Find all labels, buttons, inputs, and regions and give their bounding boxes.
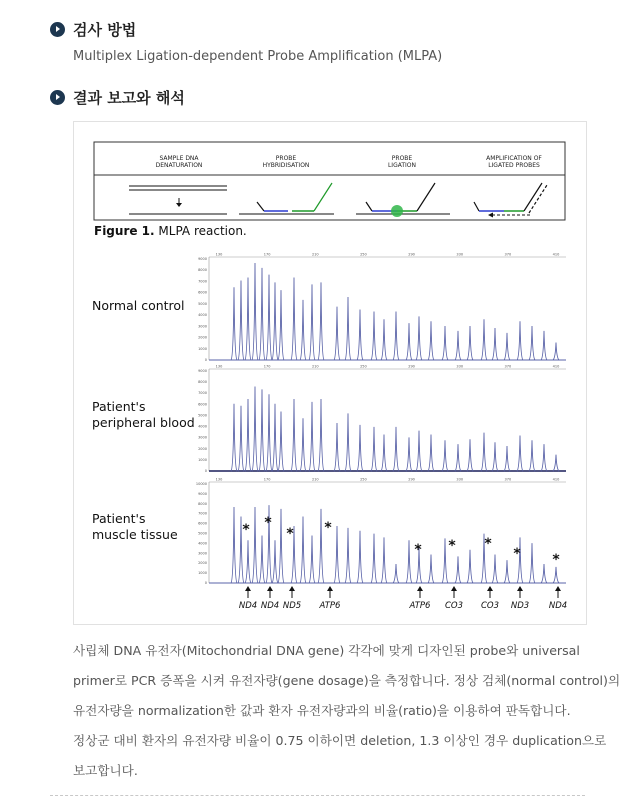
- x-tick-label: 370: [504, 477, 512, 482]
- x-tick-label: 290: [408, 364, 415, 369]
- deletion-marker: *: [324, 520, 332, 536]
- peak: [345, 413, 351, 471]
- gene-label: ND4: [238, 601, 258, 611]
- peak: [266, 394, 272, 471]
- y-tick-label: 7000: [198, 511, 207, 516]
- description-line: 유전자량을 normalization한 값과 환자 유전자량과의 비율(ratio)을 이용하여 판독합니다.: [73, 703, 571, 718]
- peak: [238, 406, 244, 471]
- description-line: 정상군 대비 환자의 유전자량 비율이 0.75 이하이면 deletion, 1.3 이상인 경우 duplication으로: [73, 733, 607, 748]
- arrow-head: [517, 586, 523, 591]
- gene-label: ND4: [548, 601, 568, 611]
- gene-label: ND3: [510, 601, 530, 611]
- deletion-marker: *: [484, 536, 492, 552]
- description-line: 보고합니다.: [73, 763, 138, 778]
- x-tick-label: 330: [456, 252, 464, 257]
- peak: [416, 316, 422, 360]
- peak: [266, 275, 272, 360]
- peak: [371, 534, 377, 583]
- arrow-head: [417, 586, 423, 591]
- circle-arrow-icon: [50, 22, 65, 37]
- peak: [300, 517, 306, 584]
- section-result-header: [50, 87, 185, 108]
- arrow-head: [289, 586, 295, 591]
- electropherogram: [92, 253, 567, 612]
- peak: [278, 411, 284, 471]
- y-tick-label: 6000: [198, 402, 207, 407]
- denaturation-drawing: [129, 186, 227, 214]
- deletion-marker: *: [552, 552, 560, 568]
- y-tick-label: 1000: [198, 457, 207, 462]
- y-tick-label: 4000: [198, 313, 207, 318]
- x-tick-label: 130: [215, 252, 223, 257]
- peak: [231, 404, 237, 471]
- mlpa-figure: [73, 121, 587, 625]
- peak: [309, 284, 315, 360]
- result-description: [73, 636, 621, 786]
- peak: [371, 427, 377, 471]
- peak: [393, 427, 399, 471]
- deletion-marker: *: [264, 515, 272, 531]
- gene-label: CO3: [480, 601, 500, 611]
- x-tick-label: 370: [504, 252, 512, 257]
- y-tick-label: 7000: [198, 391, 207, 396]
- mlpa-figure-image: [74, 122, 586, 624]
- arrow-head: [451, 586, 457, 591]
- ligation-drawing: [356, 183, 450, 217]
- y-tick-label: 5000: [198, 301, 207, 306]
- peak: [334, 423, 340, 471]
- arrow-head: [555, 586, 561, 591]
- y-tick-label: 0: [204, 469, 207, 473]
- arrow-head: [327, 586, 333, 591]
- figure-caption: Figure 1. MLPA reaction.: [94, 224, 247, 238]
- peak: [428, 555, 434, 584]
- step-label: HYBRIDISATION: [262, 162, 310, 169]
- hybridisation-drawing: [239, 183, 334, 214]
- gene-label: ND4: [260, 601, 280, 611]
- peak: [381, 537, 387, 583]
- x-tick-label: 410: [552, 477, 560, 482]
- peak: [357, 425, 363, 471]
- peak: [467, 439, 473, 471]
- panel-label: Normal control: [92, 298, 185, 313]
- x-tick-label: 130: [215, 364, 223, 369]
- y-tick-label: 3000: [198, 435, 207, 440]
- section-result-title: 결과 보고와 해석: [73, 89, 185, 107]
- y-tick-label: 3000: [198, 324, 207, 329]
- x-tick-label: 250: [360, 364, 367, 369]
- step-label: PROBE: [391, 155, 413, 162]
- x-tick-label: 130: [215, 477, 223, 482]
- y-tick-label: 0: [204, 358, 207, 362]
- peak: [272, 282, 278, 360]
- y-tick-label: 9000: [198, 369, 207, 373]
- y-tick-label: 2000: [198, 561, 207, 566]
- deletion-marker: *: [414, 542, 422, 558]
- peak: [467, 326, 473, 360]
- step-label: PROBE: [275, 155, 297, 162]
- y-tick-label: 1000: [198, 346, 207, 351]
- step-label: AMPLIFICATION OF: [486, 155, 542, 162]
- description-line: 사립체 DNA 유전자(Mitochondrial DNA gene) 각각에 맞게 디자인된 probe와 universal: [73, 643, 580, 658]
- peak: [381, 319, 387, 360]
- x-tick-label: 290: [408, 252, 415, 257]
- peak: [492, 328, 498, 360]
- y-tick-label: 6000: [198, 290, 207, 295]
- peak: [300, 300, 306, 360]
- section-method-header: [50, 19, 136, 40]
- x-tick-label: 170: [263, 364, 271, 369]
- panel-label: muscle tissue: [92, 527, 178, 542]
- peak: [272, 404, 278, 471]
- gene-label: ND5: [282, 601, 302, 611]
- peak: [455, 444, 461, 471]
- amplification-drawing: [474, 183, 547, 218]
- step-label: LIGATED PROBES: [488, 162, 540, 169]
- peak: [541, 444, 547, 471]
- x-tick-label: 330: [456, 364, 464, 369]
- peak: [467, 550, 473, 583]
- peak: [553, 567, 559, 583]
- peak: [416, 431, 422, 471]
- step-label: SAMPLE DNA: [159, 155, 199, 162]
- peak: [381, 435, 387, 471]
- peak: [238, 280, 244, 360]
- peak: [245, 540, 251, 583]
- peak: [393, 312, 399, 361]
- peak: [371, 312, 377, 361]
- peak: [345, 297, 351, 360]
- description-line: primer로 PCR 증폭을 시켜 유전자량(gene dosage)을 측정합니다. 정상 검체(normal control)의: [73, 673, 621, 688]
- peak: [245, 278, 251, 360]
- peak: [442, 538, 448, 583]
- gene-label: ATP6: [409, 601, 431, 611]
- peak: [318, 282, 324, 360]
- peak: [517, 435, 523, 471]
- x-tick-label: 410: [552, 252, 560, 257]
- x-tick-label: 210: [311, 477, 319, 482]
- ligase-icon: [391, 205, 403, 217]
- x-tick-label: 330: [456, 477, 464, 482]
- peak: [553, 343, 559, 360]
- deletion-marker: *: [286, 526, 294, 542]
- peak: [272, 540, 278, 583]
- reaction-diagram-frame: [94, 142, 565, 220]
- y-tick-label: 2000: [198, 446, 207, 451]
- x-tick-label: 250: [360, 252, 367, 257]
- peak: [252, 507, 258, 583]
- arrow-head: [487, 586, 493, 591]
- x-tick-label: 410: [552, 364, 560, 369]
- deletion-marker: *: [448, 538, 456, 554]
- peak: [504, 560, 510, 583]
- x-tick-label: 170: [263, 252, 271, 257]
- peak: [278, 509, 284, 583]
- peak: [481, 433, 487, 471]
- y-tick-label: 1000: [198, 571, 207, 576]
- section-method-title: 검사 방법: [73, 21, 137, 39]
- method-description: Multiplex Ligation-dependent Probe Amplification (MLPA): [73, 49, 443, 64]
- panel-label: Patient's: [92, 399, 146, 414]
- deletion-marker: *: [242, 522, 250, 538]
- y-tick-label: 8000: [198, 268, 207, 273]
- peak: [541, 331, 547, 360]
- y-tick-label: 8000: [198, 380, 207, 385]
- y-tick-label: 6000: [198, 521, 207, 526]
- peak: [334, 307, 340, 360]
- gene-label: ATP6: [319, 601, 341, 611]
- y-tick-label: 9000: [198, 257, 207, 261]
- peak: [529, 543, 535, 583]
- peak: [492, 555, 498, 584]
- peak: [245, 399, 251, 471]
- peak: [357, 310, 363, 360]
- step-label: DENATURATION: [155, 162, 203, 169]
- peak: [334, 526, 340, 583]
- peak: [406, 323, 412, 360]
- x-tick-label: 170: [263, 477, 271, 482]
- peak: [428, 435, 434, 471]
- peak: [259, 389, 265, 471]
- peak: [442, 326, 448, 360]
- peak: [278, 290, 284, 360]
- peak: [231, 507, 237, 583]
- peak: [504, 446, 510, 471]
- peak: [345, 528, 351, 583]
- x-tick-label: 210: [311, 364, 319, 369]
- y-tick-label: 0: [204, 581, 207, 585]
- peak: [517, 321, 523, 360]
- peak: [252, 387, 258, 471]
- y-tick-label: 5000: [198, 531, 207, 536]
- peak: [504, 333, 510, 360]
- peak: [428, 321, 434, 360]
- peak: [300, 418, 306, 471]
- peak: [309, 536, 315, 584]
- gene-label: CO3: [444, 601, 464, 611]
- peak: [309, 402, 315, 471]
- peak: [291, 399, 297, 471]
- y-tick-label: 8000: [198, 501, 207, 506]
- y-tick-label: 2000: [198, 335, 207, 340]
- peak: [455, 556, 461, 583]
- peak: [259, 536, 265, 584]
- peak: [492, 442, 498, 471]
- y-tick-label: 3000: [198, 551, 207, 556]
- peak: [481, 319, 487, 360]
- peak: [318, 399, 324, 471]
- x-tick-label: 370: [504, 364, 512, 369]
- panel-label: peripheral blood: [92, 415, 195, 430]
- arrow-head: [245, 586, 251, 591]
- peak: [442, 440, 448, 471]
- peak: [529, 440, 535, 471]
- peak: [406, 437, 412, 471]
- circle-arrow-icon: [50, 90, 65, 105]
- divider: [50, 795, 585, 796]
- y-tick-label: 10000: [195, 482, 207, 486]
- x-tick-label: 250: [360, 477, 367, 482]
- peak: [529, 326, 535, 360]
- peak: [291, 278, 297, 360]
- x-tick-label: 210: [311, 252, 319, 257]
- peak: [553, 455, 559, 471]
- y-tick-label: 4000: [198, 424, 207, 429]
- peak: [252, 263, 258, 360]
- peak: [357, 531, 363, 583]
- step-label: LIGATION: [387, 162, 417, 169]
- x-tick-label: 290: [408, 477, 415, 482]
- peak: [541, 564, 547, 583]
- reaction-steps: [156, 155, 543, 169]
- y-tick-label: 7000: [198, 279, 207, 284]
- peak: [259, 268, 265, 360]
- y-tick-label: 5000: [198, 413, 207, 418]
- peak: [455, 331, 461, 360]
- peak: [393, 564, 399, 583]
- peak: [231, 287, 237, 360]
- peak: [406, 540, 412, 583]
- y-tick-label: 9000: [198, 491, 207, 496]
- peak: [318, 509, 324, 583]
- deletion-marker: *: [513, 546, 521, 562]
- arrow-head: [267, 586, 273, 591]
- panel-label: Patient's: [92, 511, 146, 526]
- y-tick-label: 4000: [198, 541, 207, 546]
